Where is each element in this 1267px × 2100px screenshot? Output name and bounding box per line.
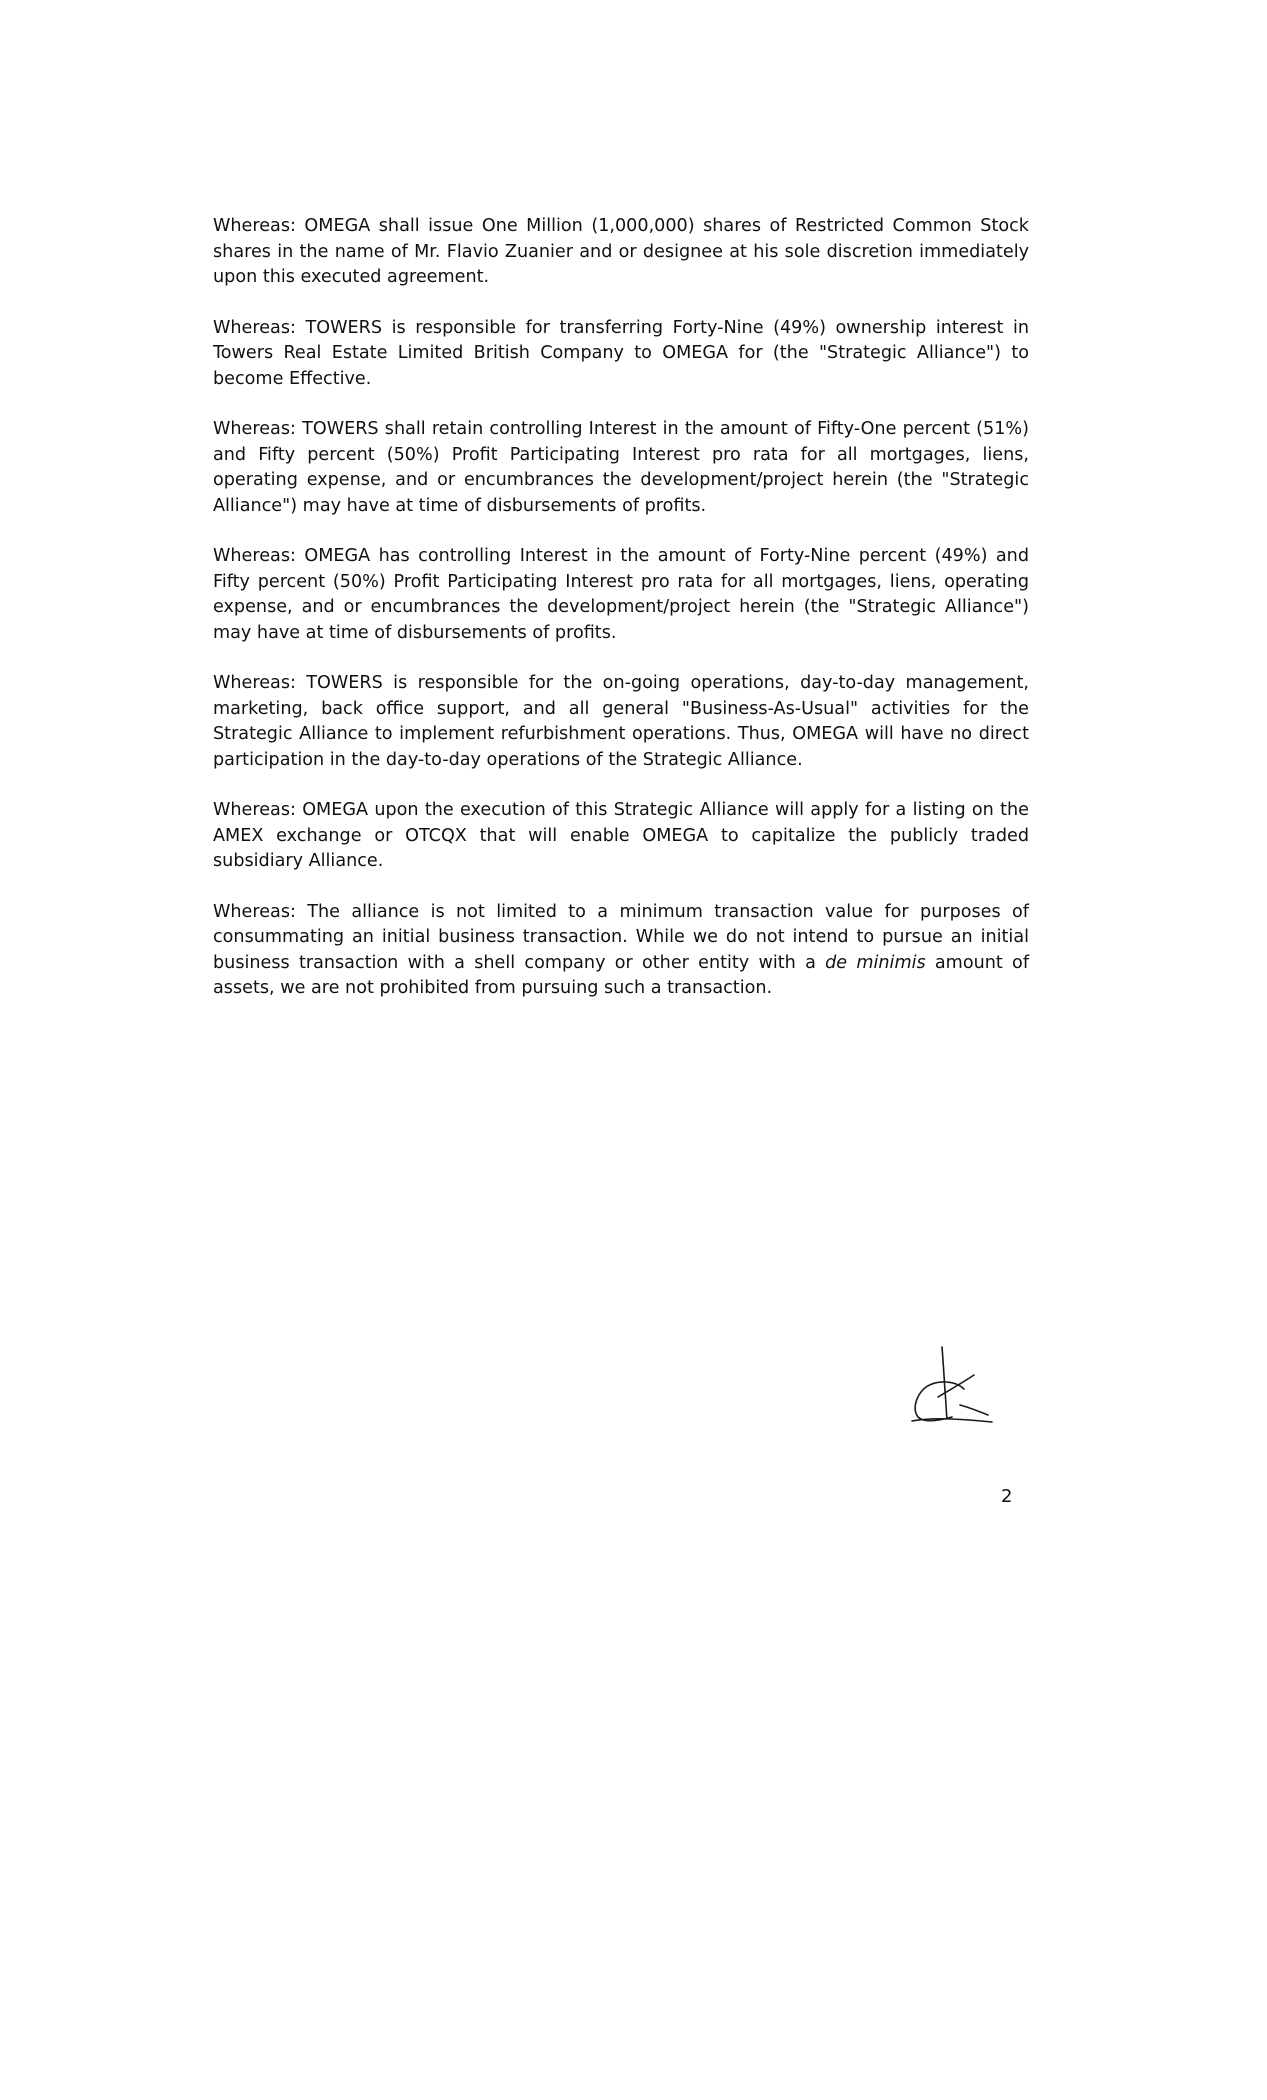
signature-stroke-curve	[915, 1382, 964, 1421]
signature-stroke-vertical	[942, 1347, 947, 1419]
whereas-paragraph-4: Whereas: OMEGA has controlling Interest in the amount of Forty-Nine percent (49%) and Fifty percent (50%) Profit Participating Interest pro rata for all mortgages, liens, operating expense, and or encumbrances the development/project herein (the "Strategic Alliance") may have at time of disbursements of profits.	[213, 546, 1029, 643]
paragraph-7-text-start: Whereas: The alliance is not limited to a minimum transaction value for purposes of consummating an initial business transaction. While we do not intend to pursue an initial business transaction with a shell company or other entity with a	[213, 901, 1029, 973]
page-number: 2	[1001, 1486, 1013, 1507]
paragraph-7-text-end: amount of assets, we are not prohibited from pursuing such a transaction.	[213, 952, 1030, 998]
signature-stroke-tail	[960, 1405, 988, 1415]
paragraph-7-italic-term: de minimis	[825, 952, 926, 973]
whereas-paragraph-3: Whereas: TOWERS shall retain controlling Interest in the amount of Fifty-One percent (51%) and Fifty percent (50%) Profit Participating Interest pro rata for all mortgages, liens, operating expense, and or encumbrances the development/project herein (the "Strategic Alliance") may have at time of disbursements of profits.	[213, 419, 1029, 516]
whereas-paragraph-5: Whereas: TOWERS is responsible for the on-going operations, day-to-day management, marketing, back office support, and all general "Business-As-Usual" activities for the Strategic Alliance to implement refurbishment operations. Thus, OMEGA will have no direct participation in the day-to-day operations of the Strategic Alliance.	[213, 673, 1029, 770]
whereas-paragraph-1: Whereas: OMEGA shall issue One Million (1,000,000) shares of Restricted Common Stock shares in the name of Mr. Flavio Zuanier and or designee at his sole discretion immediately upon this executed agreement.	[213, 216, 1029, 287]
document-body	[213, 214, 1029, 1027]
whereas-paragraph-6: Whereas: OMEGA upon the execution of this Strategic Alliance will apply for a listing on the AMEX exchange or OTCQX that will enable OMEGA to capitalize the publicly traded subsidiary Alliance.	[213, 800, 1029, 871]
whereas-paragraph-2: Whereas: TOWERS is responsible for transferring Forty-Nine (49%) ownership interest in Towers Real Estate Limited British Company to OMEGA for (the "Strategic Alliance") to become Effective.	[213, 317, 1029, 389]
signature-initials	[908, 1345, 994, 1427]
whereas-paragraph-7	[213, 900, 1029, 1002]
